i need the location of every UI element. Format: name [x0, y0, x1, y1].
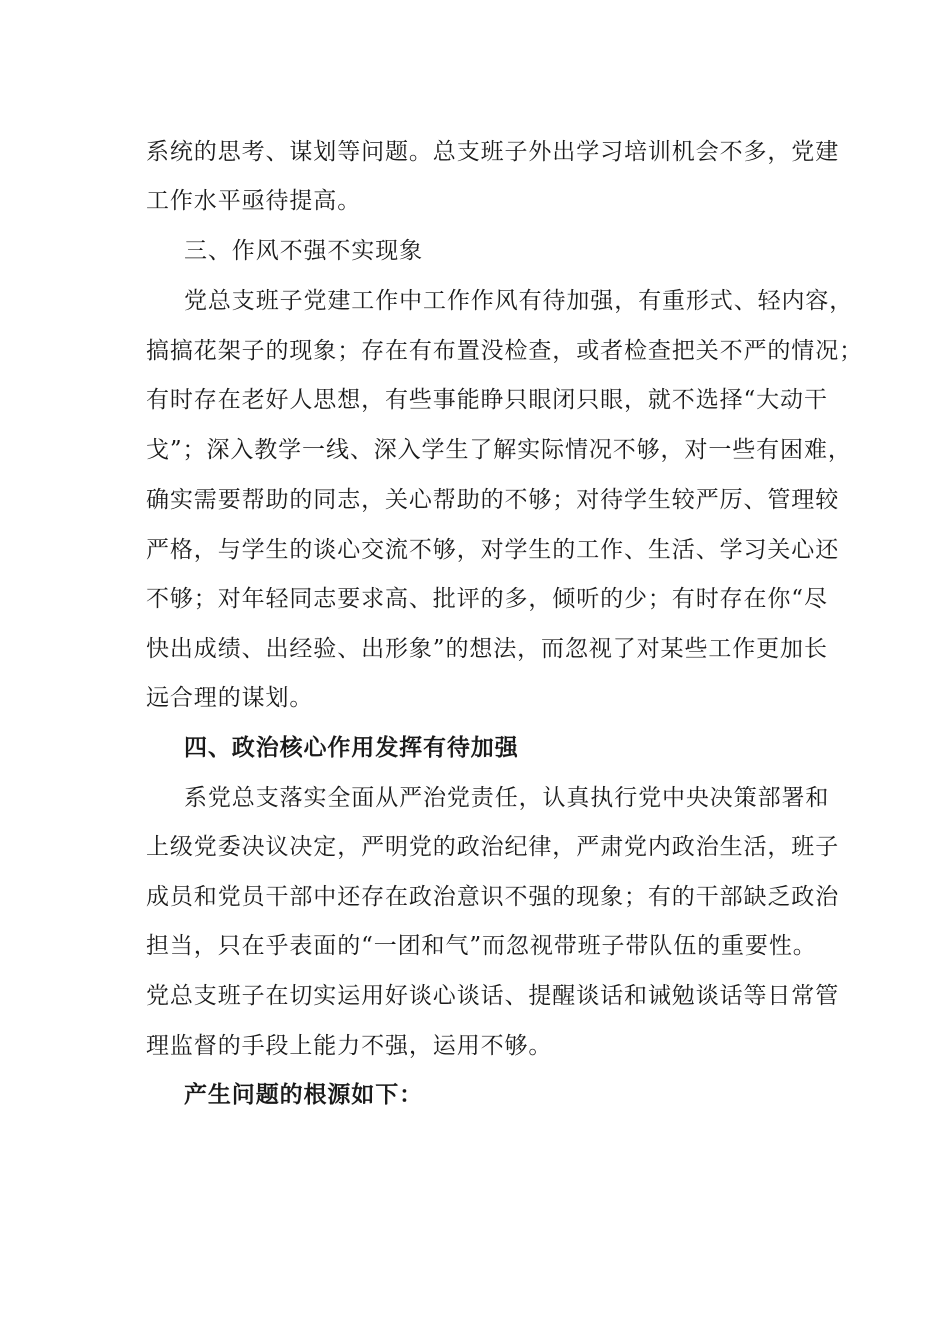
paragraph-line: 理监督的手段上能力不强，运用不够。: [146, 1033, 553, 1059]
paragraph-line: 成员和党员干部中还存在政治意识不强的现象；有的干部缺乏政治: [146, 884, 840, 910]
section-heading-three: 三、作风不强不实现象: [184, 238, 423, 264]
paragraph-line: 系统的思考、谋划等问题。总支班子外出学习培训机会不多，党建: [146, 139, 840, 165]
section-heading-four: 四、政治核心作用发挥有待加强: [184, 734, 519, 761]
closing-heading: 产生问题的根源如下：: [184, 1081, 423, 1108]
paragraph-line: 远合理的谋划。: [146, 685, 314, 711]
paragraph-line: 有时存在老好人思想，有些事能睁只眼闭只眼，就不选择“大动干: [146, 387, 828, 413]
paragraph-line: 搞搞花架子的现象；存在有布置没检查，或者检查把关不严的情况；: [146, 338, 863, 364]
paragraph-line: 党总支班子党建工作中工作作风有待加强，有重形式、轻内容，: [184, 288, 854, 314]
paragraph-line: 确实需要帮助的同志，关心帮助的不够；对待学生较严厉、管理较: [146, 487, 840, 513]
paragraph-line: 不够；对年轻同志要求高、批评的多，倾听的少；有时存在你“尽: [146, 586, 828, 612]
paragraph-line: 快出成绩、出经验、出形象”的想法，而忽视了对某些工作更加长: [146, 636, 828, 662]
paragraph-line: 上级党委决议决定，严明党的政治纪律，严肃党内政治生活，班子: [146, 834, 840, 860]
paragraph-line: 系党总支落实全面从严治党责任，认真执行党中央决策部署和: [184, 785, 830, 811]
paragraph-line: 严格，与学生的谈心交流不够，对学生的工作、生活、学习关心还: [146, 537, 840, 563]
paragraph-line: 工作水平亟待提高。: [146, 188, 362, 214]
paragraph-line: 戈”；深入教学一线、深入学生了解实际情况不够，对一些有困难，: [146, 437, 852, 463]
paragraph-line: 担当，只在乎表面的“一团和气”而忽视带班子带队伍的重要性。: [146, 933, 817, 959]
paragraph-line: 党总支班子在切实运用好谈心谈话、提醒谈话和诫勉谈话等日常管: [146, 983, 840, 1009]
